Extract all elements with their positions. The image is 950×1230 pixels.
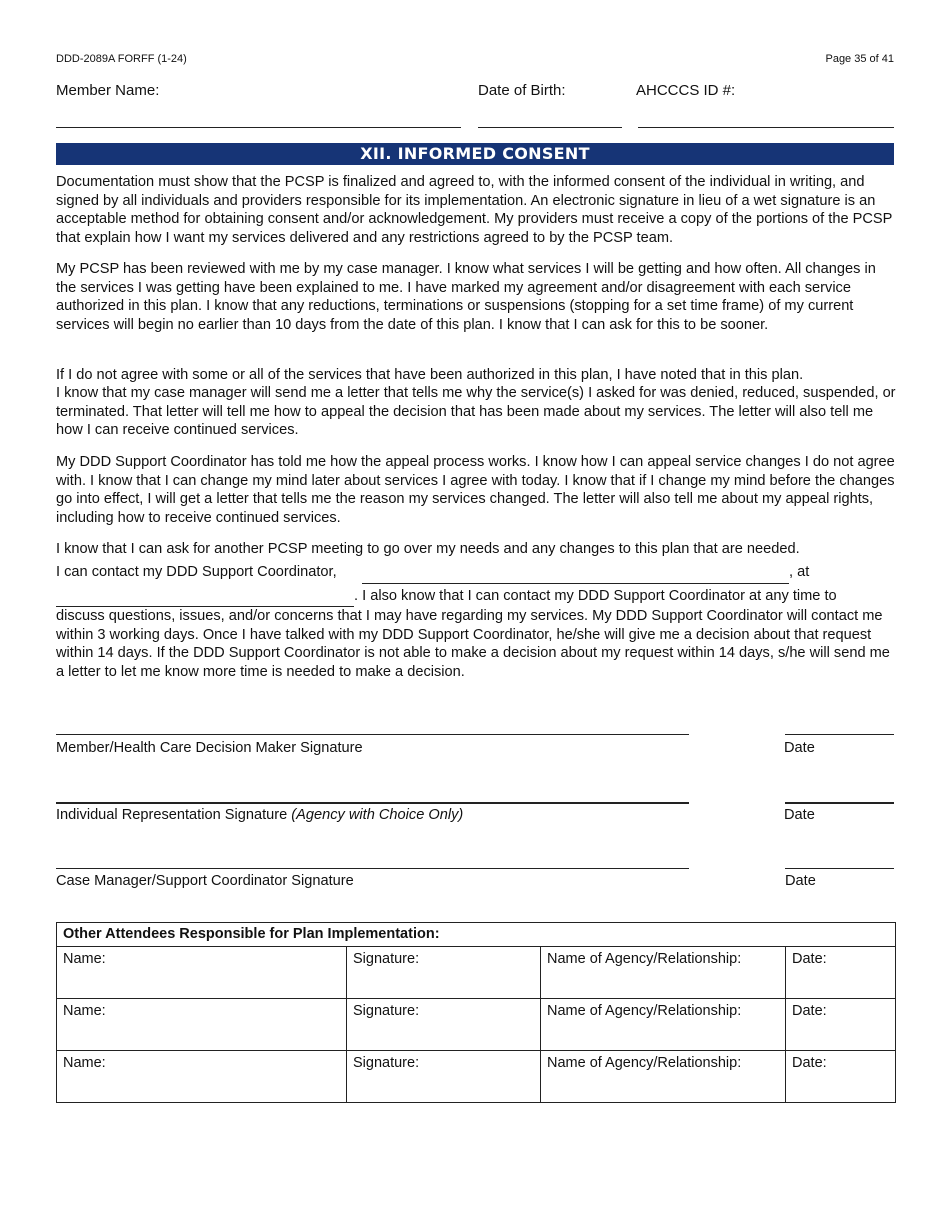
member-signature-line[interactable] <box>56 734 689 735</box>
paragraph-disagree: If I do not agree with some or all of the services that have been authorized in this plan, I have noted that in this plan. <box>56 367 804 383</box>
table-row <box>57 947 896 999</box>
form-id: DDD-2089A FORFF (1-24) <box>56 53 187 65</box>
table-row <box>57 1051 896 1103</box>
attendee-signature-cell[interactable]: Signature: <box>347 947 541 999</box>
case-manager-signature-label: Case Manager/Support Coordinator Signature <box>56 873 354 889</box>
paragraph-documentation: Documentation must show that the PCSP is finalized and agreed to, with the informed consent of the individual in writing, and signed by all individuals and providers responsible for its implementation. An electronic signature in lieu of a wet signature is an acceptable method for obtaining consent and/or acknowledgement. My providers must receive a copy of the portions of the PCSP that explain how I want my services delivered and any restrictions agreed to by the PCSP team. <box>56 174 893 246</box>
coordinator-name-field[interactable] <box>362 583 789 584</box>
attendee-name-cell[interactable]: Name: <box>57 947 347 999</box>
case-manager-signature-line[interactable] <box>56 868 689 869</box>
ahcccs-field[interactable] <box>638 127 894 128</box>
attendee-agency-cell[interactable]: Name of Agency/Relationship: <box>541 1051 786 1103</box>
paragraph-letter: I know that my case manager will send me a letter that tells me why the service(s) I asked for was denied, reduced, suspended, or terminated. That letter will tell me how to appeal the decision that has been made about my services. The letter will also tell me how I can receive continued services. <box>56 385 896 439</box>
dob-field[interactable] <box>478 127 622 128</box>
attendee-agency-cell[interactable]: Name of Agency/Relationship: <box>541 947 786 999</box>
paragraph-meeting: I know that I can ask for another PCSP meeting to go over my needs and any changes to this plan that are needed. <box>56 541 800 557</box>
paragraph-coordinator: discuss questions, issues, and/or concerns that I may have regarding my services. My DDD Support Coordinator will contact me within 3 working days. Once I have talked with my DDD Support Coordinator, he/she will give me a decision about that request within 14 days. If the DDD Support Coordinator is not able to make a decision about my request within 14 days, s/he will send me a letter to let me know more time is needed to make a decision. <box>56 608 890 680</box>
member-signature-label: Member/Health Care Decision Maker Signature <box>56 740 363 756</box>
attendee-signature-cell[interactable]: Signature: <box>347 1051 541 1103</box>
attendee-date-cell[interactable]: Date: <box>786 947 896 999</box>
attendee-agency-cell[interactable]: Name of Agency/Relationship: <box>541 999 786 1051</box>
representative-date-label: Date <box>784 807 815 823</box>
ahcccs-label: AHCCCS ID #: <box>636 82 736 99</box>
contact-at-text: , at <box>789 564 810 580</box>
table-row <box>57 999 896 1051</box>
paragraph-appeal: My DDD Support Coordinator has told me how the appeal process works. I know how I can appeal service changes I do not agree with. I know that I can change my mind later about services I agree with today. I know that if I change my mind before the changes go into effect, I will get a letter that tells me the reason my services changed. The letter will also tell me about my appeal rights, including how to receive continued services. <box>56 454 895 526</box>
attendee-date-cell[interactable]: Date: <box>786 999 896 1051</box>
attendee-name-cell[interactable]: Name: <box>57 999 347 1051</box>
representative-label-note: (Agency with Choice Only) <box>291 807 464 823</box>
case-manager-date-line[interactable] <box>785 868 894 869</box>
representative-signature-line[interactable] <box>56 802 689 804</box>
contact-text: I can contact my DDD Support Coordinator, <box>56 564 337 580</box>
attendee-name-cell[interactable]: Name: <box>57 1051 347 1103</box>
representative-label-text: Individual Representation Signature <box>56 807 292 823</box>
representative-date-line[interactable] <box>785 802 894 804</box>
attendee-date-cell[interactable]: Date: <box>786 1051 896 1103</box>
member-date-line[interactable] <box>785 734 894 735</box>
contact-anytime-text: . I also know that I can contact my DDD Support Coordinator at any time to <box>354 588 837 604</box>
section-title: XII. INFORMED CONSENT <box>56 143 894 165</box>
member-name-field[interactable] <box>56 127 461 128</box>
member-date-label: Date <box>784 740 815 756</box>
representative-signature-label <box>56 807 463 823</box>
paragraph-review: My PCSP has been reviewed with me by my case manager. I know what services I will be getting and how often. All changes in the services I was getting have been explained to me. I have marked my agreement and/or disagreement with each service authorized in this plan. I know that any reductions, terminations or suspensions (stopping for a set time frame) of my current services will begin no earlier than 10 days from the date of this plan. I know that I can ask for this to be sooner. <box>56 261 876 333</box>
attendee-signature-cell[interactable]: Signature: <box>347 999 541 1051</box>
case-manager-date-label: Date <box>785 873 816 889</box>
page-number: Page 35 of 41 <box>825 53 894 65</box>
member-name-label: Member Name: <box>56 82 160 99</box>
attendees-table <box>56 922 896 1103</box>
dob-label: Date of Birth: <box>478 82 566 99</box>
attendees-title: Other Attendees Responsible for Plan Implementation: <box>57 923 896 947</box>
